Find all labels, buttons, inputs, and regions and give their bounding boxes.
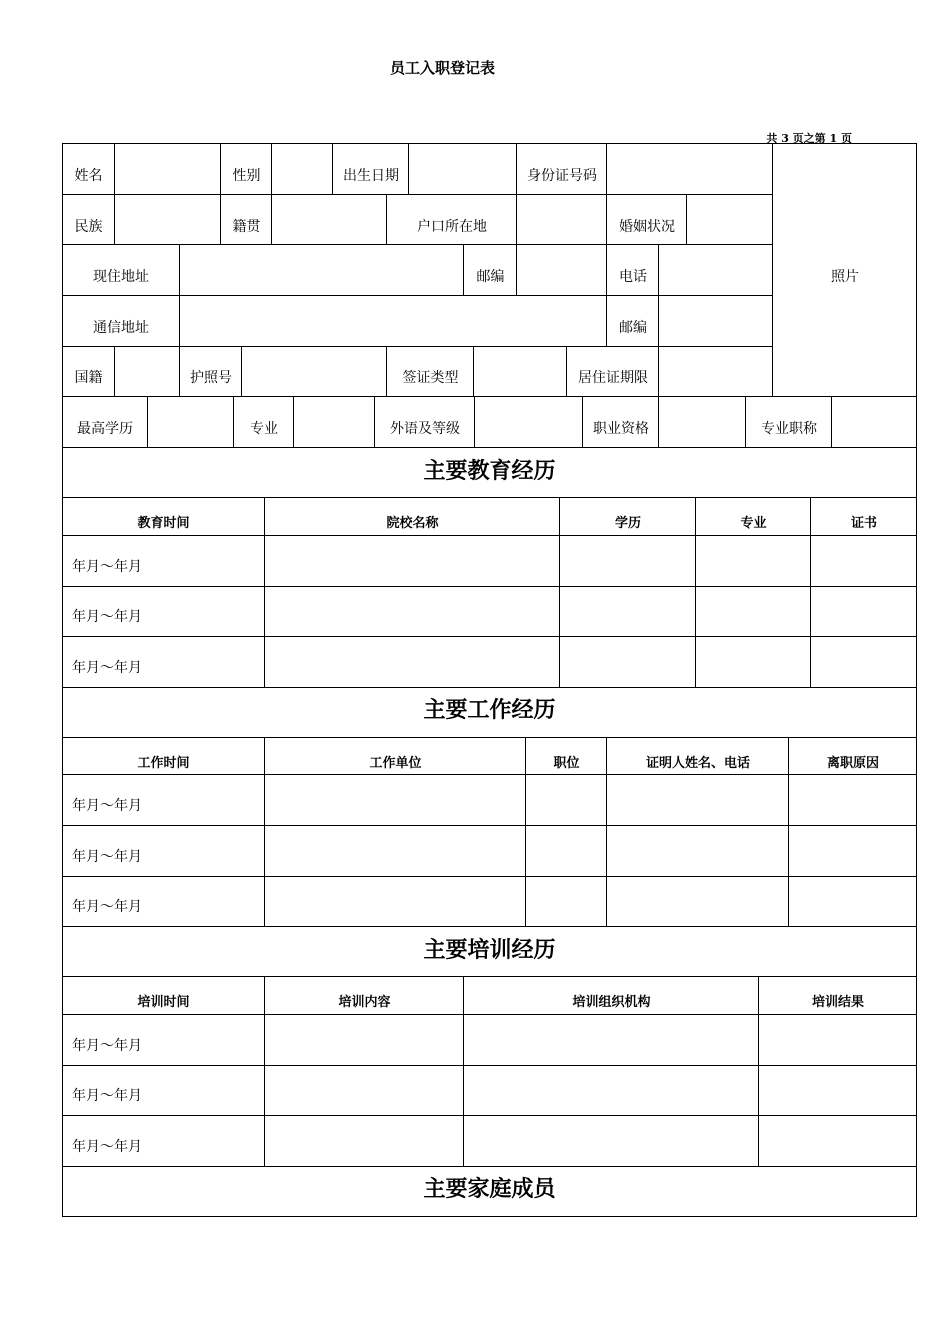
training-row-3-time: 年月～年月 [72, 1139, 142, 1155]
edu-row-3-major[interactable] [696, 637, 811, 688]
training-row-2-time: 年月～年月 [72, 1088, 142, 1104]
native-place-label: 籍贯 [232, 219, 261, 235]
edu-row-3-certificate[interactable] [811, 637, 917, 688]
marital-status-input[interactable] [687, 195, 773, 245]
work-row-3-reference[interactable] [607, 877, 789, 927]
edu-row-2-degree[interactable] [560, 587, 696, 637]
passport-input[interactable] [242, 347, 387, 397]
qualification-input[interactable] [659, 397, 746, 448]
edu-row-1-certificate[interactable] [811, 536, 917, 587]
training-row-3-content[interactable] [265, 1116, 464, 1167]
professional-title-input[interactable] [832, 397, 917, 448]
household-location-label: 户口所在地 [417, 219, 487, 235]
work-header-reference-label: 证明人姓名、电话 [645, 756, 750, 771]
work-row-1-reference[interactable] [607, 775, 789, 826]
name-label: 姓名 [74, 168, 103, 184]
training-header-result-label: 培训结果 [811, 995, 864, 1010]
edu-header-time-label: 教育时间 [137, 516, 190, 531]
name-input[interactable] [115, 143, 221, 195]
training-row-2-result[interactable] [759, 1066, 917, 1116]
qualification-label: 职业资格 [593, 421, 649, 437]
work-row-3-employer[interactable] [265, 877, 526, 927]
id-number-input[interactable] [607, 143, 773, 195]
work-header-time-label: 工作时间 [137, 756, 190, 771]
training-header-time-label: 培训时间 [137, 995, 190, 1010]
training-row-2-org[interactable] [464, 1066, 759, 1116]
birth-date-input[interactable] [409, 143, 517, 195]
nationality-label: 国籍 [74, 370, 103, 386]
current-address-input[interactable] [180, 245, 464, 296]
postcode-label-2: 邮编 [619, 320, 647, 336]
training-section-title: 主要培训经历 [423, 937, 556, 963]
marital-status-label: 婚姻状况 [619, 219, 675, 235]
work-row-1-time: 年月～年月 [72, 798, 142, 814]
residence-period-label: 居住证期限 [578, 370, 648, 386]
training-header-content-label: 培训内容 [338, 995, 391, 1010]
visa-type-label: 签证类型 [402, 370, 459, 386]
postcode-label-1: 邮编 [476, 269, 505, 285]
work-row-1-employer[interactable] [265, 775, 526, 826]
training-row-3-org[interactable] [464, 1116, 759, 1167]
edu-row-1-time: 年月～年月 [72, 559, 142, 575]
work-header-reason-label: 离职原因 [826, 756, 879, 771]
work-row-2-position[interactable] [526, 826, 607, 877]
household-location-input[interactable] [517, 195, 607, 245]
form-title: 员工入职登记表 [389, 59, 495, 77]
training-header-org-label: 培训组织机构 [572, 995, 651, 1010]
gender-label: 性别 [232, 168, 261, 184]
edu-row-2-school[interactable] [265, 587, 560, 637]
birth-date-label: 出生日期 [343, 168, 399, 184]
training-row-1-result[interactable] [759, 1015, 917, 1066]
edu-header-school-label: 院校名称 [386, 516, 439, 531]
residence-period-input[interactable] [659, 347, 773, 397]
work-section-title: 主要工作经历 [423, 697, 556, 723]
professional-title-label: 专业职称 [761, 421, 817, 437]
training-row-1-org[interactable] [464, 1015, 759, 1066]
education-level-label: 最高学历 [77, 421, 133, 437]
mail-address-label: 通信地址 [93, 320, 149, 336]
edu-header-certificate-label: 证书 [850, 516, 877, 531]
nationality-input[interactable] [115, 347, 180, 397]
current-address-label: 现住地址 [93, 269, 149, 285]
edu-row-3-school[interactable] [265, 637, 560, 688]
work-row-3-position[interactable] [526, 877, 607, 927]
training-row-1-time: 年月～年月 [72, 1038, 142, 1054]
ethnicity-label: 民族 [74, 219, 103, 235]
phone-input[interactable] [659, 245, 773, 296]
edu-row-2-certificate[interactable] [811, 587, 917, 637]
photo-label: 照片 [831, 269, 859, 285]
family-section-title: 主要家庭成员 [423, 1176, 556, 1202]
language-level-label: 外语及等级 [390, 421, 460, 437]
work-row-1-reason[interactable] [789, 775, 917, 826]
education-section-title: 主要教育经历 [423, 458, 556, 484]
postcode-input-2[interactable] [659, 296, 773, 347]
work-row-1-position[interactable] [526, 775, 607, 826]
phone-label: 电话 [619, 269, 647, 285]
training-row-2-content[interactable] [265, 1066, 464, 1116]
training-row-1-content[interactable] [265, 1015, 464, 1066]
edu-header-degree-label: 学历 [614, 516, 641, 531]
work-row-3-reason[interactable] [789, 877, 917, 927]
visa-type-input[interactable] [474, 347, 567, 397]
edu-row-1-degree[interactable] [560, 536, 696, 587]
work-header-position-label: 职位 [553, 756, 580, 771]
id-number-label: 身份证号码 [527, 168, 597, 184]
mail-address-input[interactable] [180, 296, 607, 347]
work-row-2-employer[interactable] [265, 826, 526, 877]
edu-row-1-school[interactable] [265, 536, 560, 587]
edu-row-2-time: 年月～年月 [72, 609, 142, 625]
edu-row-3-time: 年月～年月 [72, 660, 142, 676]
education-level-input[interactable] [148, 397, 234, 448]
gender-input[interactable] [272, 143, 333, 195]
major-label: 专业 [250, 421, 278, 437]
work-row-2-reason[interactable] [789, 826, 917, 877]
language-level-input[interactable] [475, 397, 583, 448]
native-place-input[interactable] [272, 195, 387, 245]
edu-row-2-major[interactable] [696, 587, 811, 637]
work-row-2-reference[interactable] [607, 826, 789, 877]
postcode-input-1[interactable] [517, 245, 607, 296]
passport-label: 护照号 [190, 370, 232, 386]
major-input[interactable] [294, 397, 375, 448]
page-indicator: 共 3 页之第 1 页 [766, 132, 852, 145]
edu-header-major-label: 专业 [740, 516, 767, 531]
edu-row-1-major[interactable] [696, 536, 811, 587]
work-row-2-time: 年月～年月 [72, 849, 142, 865]
ethnicity-input[interactable] [115, 195, 221, 245]
training-row-3-result[interactable] [759, 1116, 917, 1167]
edu-row-3-degree[interactable] [560, 637, 696, 688]
work-header-employer-label: 工作单位 [369, 756, 422, 771]
work-row-3-time: 年月～年月 [72, 899, 142, 915]
